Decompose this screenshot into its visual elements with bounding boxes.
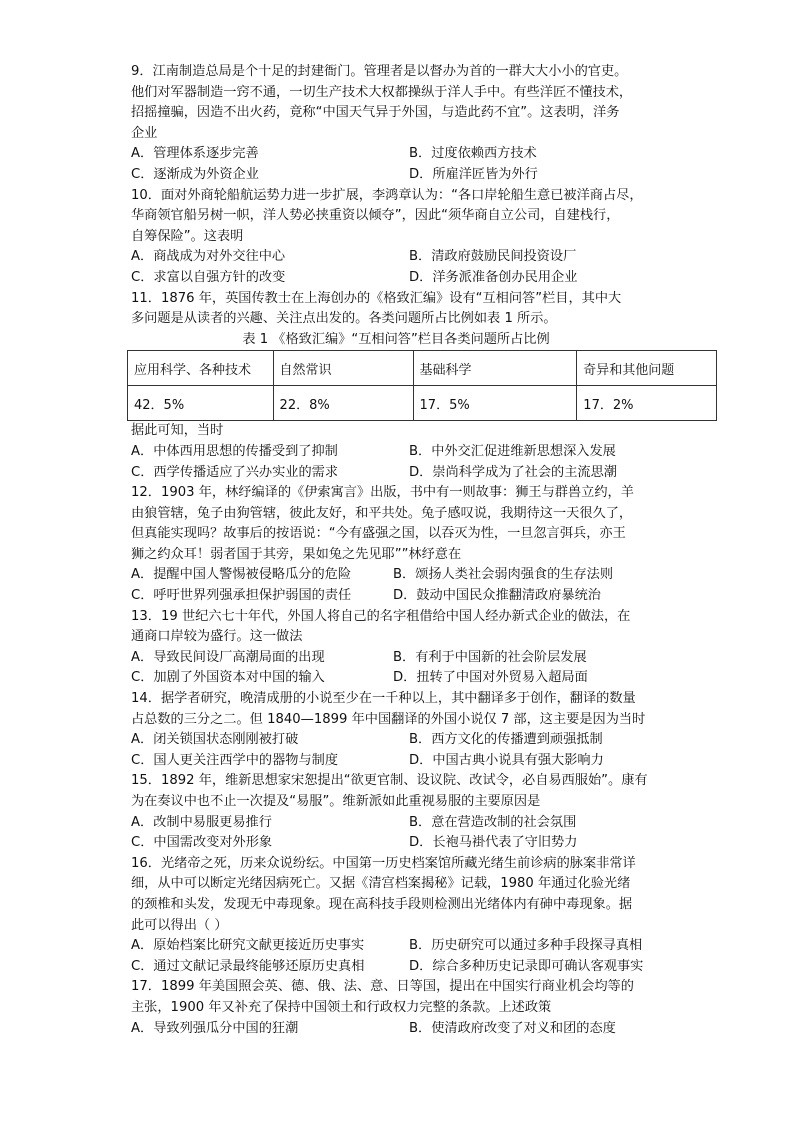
- question-text-line: 占总数的三分之二。但 1840—1899 年中国翻译的外国小说仅 7 部，这主要是因为当时: [131, 711, 646, 727]
- question-text-line: 主张，1900 年又补充了保持中国领土和行政权力完整的条款。上述政策: [131, 999, 552, 1015]
- option-a[interactable]: A．提醒中国人警惕被侵略瓜分的危险: [131, 567, 352, 583]
- question-16: [131, 854, 661, 978]
- question-17: [131, 977, 661, 1039]
- question-text-line: 10．面对外商轮船航运势力进一步扩展，李鸿章认为：“各口岸轮船生意已被洋商占尽，: [131, 187, 643, 203]
- question-10: [131, 186, 661, 289]
- table-header-cell: 应用科学、各种技术: [128, 351, 274, 386]
- question-text-line: 此可以得出（ ）: [131, 917, 228, 933]
- option-c[interactable]: C．国人更关注西学中的器物与制度: [131, 752, 339, 768]
- question-text-line: 多问题是从读者的兴趣、关注点出发的。各类问题所占比例如表 1 所示。: [131, 311, 557, 327]
- option-d[interactable]: D．洋务派准备创办民用企业: [409, 269, 578, 285]
- question-text-line: 为在奏议中也不止一次提及“易服”。维新派如此重视易服的主要原因是: [131, 794, 541, 809]
- option-a[interactable]: A．商战成为对外交往中心: [131, 249, 286, 265]
- question-text-line: 华商领官船另树一帜，洋人势必挟重资以倾夺”，因此“须华商自立公司，自建栈行，: [131, 208, 620, 224]
- option-a[interactable]: A．中体西用思想的传播受到了抑制: [131, 443, 338, 459]
- option-row: [131, 165, 661, 186]
- question-text-line: 狮之约众耳！弱者国于其旁，果如兔之先见耶””林纾意在: [131, 546, 462, 562]
- question-text-line: 16．光绪帝之死，历来众说纷纭。中国第一历史档案馆所藏光绪生前诊病的脉案非常详: [131, 855, 636, 871]
- option-row: [131, 957, 661, 978]
- option-d[interactable]: D．鼓动中国民众推翻清政府暴统治: [393, 588, 601, 604]
- option-b[interactable]: B．颂扬人类社会弱肉强食的生存法则: [393, 567, 614, 583]
- option-c[interactable]: C．呼吁世界列强承担保护弱国的责任: [131, 588, 352, 604]
- table-header-row: [128, 351, 717, 386]
- option-row: [131, 833, 661, 854]
- option-row: [131, 751, 661, 772]
- option-row: [131, 144, 661, 165]
- table-cell: 22．8%: [273, 386, 413, 421]
- question-9: [131, 62, 661, 186]
- ratio-table: [127, 350, 717, 421]
- option-b[interactable]: B．历史研究可以通过多种手段探寻真相: [409, 938, 643, 954]
- option-row: [131, 247, 661, 268]
- table-cell: 42．5%: [128, 386, 274, 421]
- option-c[interactable]: C．西学传播适应了兴办实业的需求: [131, 464, 339, 480]
- option-row: [131, 442, 661, 463]
- option-row: [131, 813, 661, 834]
- table-caption: 表 1 《格致汇编》“互相问答”栏目各类问题所占比例: [242, 331, 550, 347]
- question-14: [131, 689, 661, 771]
- option-row: [131, 268, 661, 289]
- table-cell: 17．5%: [413, 386, 577, 421]
- option-a[interactable]: A．导致列强瓜分中国的狂潮: [131, 1020, 299, 1036]
- option-a[interactable]: A．导致民间设厂高潮局面的出现: [131, 649, 325, 665]
- question-text-line: 企业: [131, 125, 158, 141]
- option-b[interactable]: B．过度依赖西方技术: [409, 146, 537, 162]
- option-b[interactable]: B．中外交汇促进维新思想深入发展: [409, 443, 616, 459]
- option-a[interactable]: A．改制中易服更易推行: [131, 814, 272, 830]
- option-d[interactable]: D．综合多种历史记录即可确认客观事实: [409, 958, 644, 974]
- option-a[interactable]: A．原始档案比研究文献更接近历史事实: [131, 938, 365, 954]
- question-text-line: 15．1892 年，维新思想家宋恕提出“欲更官制、设议院、改试令，必自易西服始”。康有: [131, 773, 648, 789]
- question-text-line: 自筹保险”。这表明: [131, 228, 244, 244]
- option-row: [131, 730, 661, 751]
- option-b[interactable]: B．西方文化的传播遭到顽强抵制: [409, 732, 603, 748]
- option-d[interactable]: D．长袍马褂代表了守旧势力: [409, 835, 578, 851]
- question-text-line: 由狼管辖，兔子由狗管辖，彼此友好，和平共处。兔子感叹说，我期待这一天很久了，: [131, 505, 633, 521]
- option-row: [131, 1019, 661, 1040]
- question-text-line: 但真能实现吗？故事后的按语说：“今有盛强之国，以吞灭为性，一旦忽言弭兵，亦王: [131, 526, 626, 542]
- option-c[interactable]: C．求富以自强方针的改变: [131, 269, 286, 285]
- option-row: [131, 668, 661, 689]
- question-text-line: 的颈椎和头发，发现无中毒现象。现在高科技手段则检测出光绪体内有砷中毒现象。据: [131, 896, 633, 912]
- option-b[interactable]: B．意在营造改制的社会氛围: [409, 814, 577, 830]
- option-d[interactable]: D．所雇洋匠皆为外行: [409, 166, 538, 182]
- question-text-line: 据此可知，当时: [131, 423, 224, 439]
- option-c[interactable]: C．逐渐成为外资企业: [131, 166, 259, 182]
- question-text-line: 他们对军器制造一窍不通，一切生产技术大权都操纵于洋人手中。有些洋匠不懂技术，: [131, 84, 633, 100]
- table-header-cell: 基础科学: [413, 351, 577, 386]
- option-c[interactable]: C．通过文献记录最终能够还原历史真相: [131, 958, 365, 974]
- option-row: [131, 565, 661, 586]
- question-text-line: 12．1903 年，林纾编译的《伊索寓言》出版，书中有一则故事：狮王与群兽立约，羊: [131, 485, 634, 501]
- question-text-line: 17．1899 年美国照会英、德、俄、法、意、日等国，提出在中国实行商业机会均等的: [131, 979, 634, 995]
- option-c[interactable]: C．加剧了外国资本对中国的输入: [131, 670, 325, 686]
- option-d[interactable]: D．扭转了中国对外贸易入超局面: [393, 670, 588, 686]
- question-text-line: 通商口岸较为盛行。这一做法: [131, 629, 303, 645]
- table-header-cell: 奇异和其他问题: [577, 351, 717, 386]
- option-row: [131, 648, 661, 669]
- question-text-line: 招摇撞骗，因造不出火药，竟称“中国天气异于外国，与造此药不宜”。这表明，洋务: [131, 105, 620, 121]
- option-row: [131, 463, 661, 484]
- table-cell: 17．2%: [577, 386, 717, 421]
- table-row: [128, 386, 717, 421]
- question-11: [131, 289, 675, 484]
- question-text-line: 细，从中可以断定光绪因病死亡。又据《清宫档案揭秘》记载，1980 年通过化验光绪: [131, 876, 631, 892]
- option-b[interactable]: B．有利于中国新的社会阶层发展: [393, 649, 587, 665]
- question-12: [131, 483, 661, 607]
- option-d[interactable]: D．中国古典小说具有强大影响力: [409, 752, 604, 768]
- question-13: [131, 607, 661, 689]
- option-row: [131, 936, 661, 957]
- question-text-line: 14．据学者研究，晚清成册的小说至少在一千种以上，其中翻译多于创作，翻译的数量: [131, 691, 636, 707]
- exam-page: [131, 62, 675, 1039]
- option-a[interactable]: A．管理体系逐步完善: [131, 146, 259, 162]
- option-a[interactable]: A．闭关锁国状态刚刚被打破: [131, 732, 299, 748]
- option-c[interactable]: C．中国需改变对外形象: [131, 835, 273, 851]
- option-b[interactable]: B．使清政府改变了对义和团的态度: [409, 1020, 616, 1036]
- option-d[interactable]: D．崇尚科学成为了社会的主流思潮: [409, 464, 617, 480]
- question-text-line: 11．1876 年，英国传教士在上海创办的《格致汇编》设有“互相问答”栏目，其中大: [131, 290, 622, 306]
- question-text-line: 13．19 世纪六七十年代，外国人将自己的名字租借给中国人经办新式企业的做法，在: [131, 608, 631, 624]
- option-row: [131, 586, 661, 607]
- option-b[interactable]: B．清政府鼓励民间投资设厂: [409, 249, 577, 265]
- table-header-cell: 自然常识: [273, 351, 413, 386]
- question-15: [131, 771, 661, 853]
- question-text-line: 9．江南制造总局是个十足的封建衙门。管理者是以督办为首的一群大大小小的官吏。: [131, 64, 628, 79]
